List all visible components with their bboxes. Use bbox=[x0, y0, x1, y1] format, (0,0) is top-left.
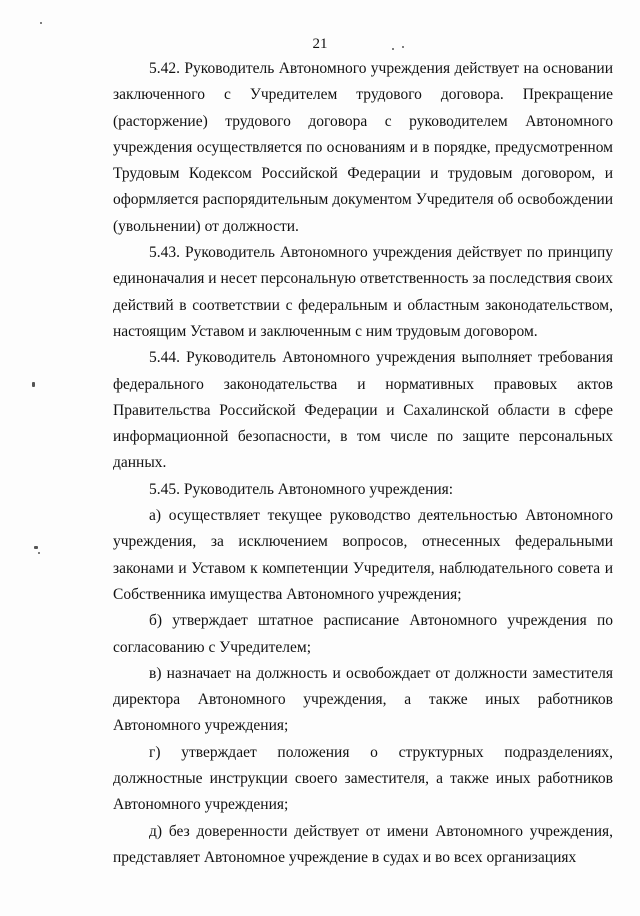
scan-speck bbox=[402, 46, 404, 48]
scan-speck bbox=[32, 382, 35, 387]
scan-speck bbox=[40, 22, 42, 24]
paragraph-5-43: 5.43. Руководитель Автономного учреждения действует по принципу единоначалия и несет персональную ответственность за последствия своих действий в соответствии с федеральным и областным законодательством, настоящим Уставом и заключенным с ним трудовым договором. bbox=[113, 244, 613, 340]
scan-speck bbox=[392, 48, 394, 50]
scan-speck bbox=[34, 546, 38, 549]
paragraph-5-45: 5.45. Руководитель Автономного учреждения: bbox=[149, 480, 454, 498]
page-number: 21 bbox=[312, 36, 328, 52]
list-item-d: д) без доверенности действует от имени Автономного учреждения, представляет Автономное учреждение в судах и во всех организациях bbox=[113, 822, 613, 866]
list-item-g: г) утверждает положения о структурных подразделениях, должностные инструкции своего заместителя, а также иных работников Автономного учреждения; bbox=[113, 743, 613, 814]
list-item-b: б) утверждает штатное расписание Автономного учреждения по согласованию с Учредителем; bbox=[113, 612, 613, 656]
document-body bbox=[113, 56, 613, 871]
scan-speck bbox=[38, 552, 40, 554]
list-item-a: а) осуществляет текущее руководство деятельностью Автономного учреждения, за исключением вопросов, отнесенных федеральными законами и Уставом к компетенции Учредителя, наблюдательного совета и Собственника имущества Автономного учреждения; bbox=[113, 507, 613, 603]
list-item-v: в) назначает на должность и освобождает от должности заместителя директора Автономного учреждения, а также иных работников Автономного учреждения; bbox=[113, 664, 613, 735]
paragraph-5-42: 5.42. Руководитель Автономного учреждения действует на основании заключенного с Учредителем трудового договора. Прекращение (расторжение) трудового договора с руководителем Автономного учреждения осуществляется по основаниям и в порядке, предусмотренном Трудовым Кодексом Российской Федерации и трудовым договором, и оформляется распорядительным документом Учредителя об освобождении (увольнении) от должности. bbox=[113, 60, 613, 235]
paragraph-5-44: 5.44. Руководитель Автономного учреждения выполняет требования федерального законодательства и нормативных правовых актов Правительства Российской Федерации и Сахалинской области в сфере информационной безопасности, в том числе по защите персональных данных. bbox=[113, 349, 613, 472]
